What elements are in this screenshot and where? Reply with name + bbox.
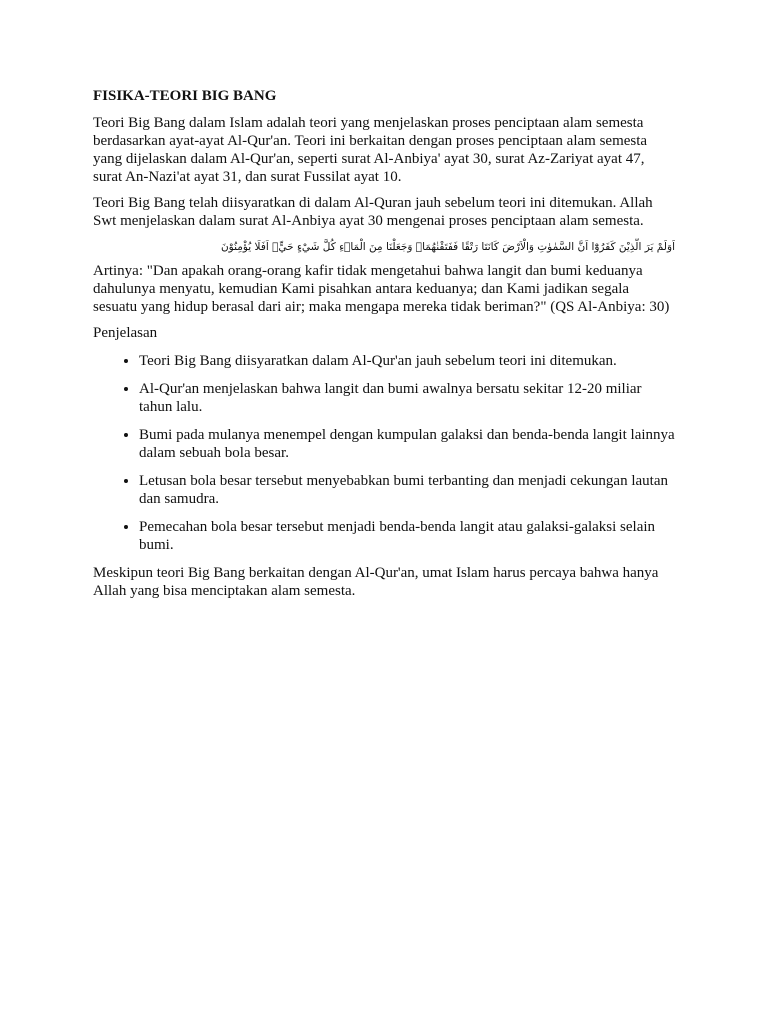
list-item: • Letusan bola besar tersebut menyebabkan bumi terbanting dan menjadi cekungan lautan dan samudra. [139, 472, 675, 508]
closing-paragraph: Meskipun teori Big Bang berkaitan dengan Al-Qur'an, umat Islam harus percaya bahwa hanya Allah yang bisa menciptakan alam semesta. [93, 565, 659, 599]
list-item: • Bumi pada mulanya menempel dengan kumpulan galaksi dan benda-benda langit lainnya dalam sebuah bola besar. [139, 426, 675, 462]
translation-paragraph: Artinya: "Dan apakah orang-orang kafir tidak mengetahui bahwa langit dan bumi keduanya dahulunya menyatu, kemudian Kami pisahkan antara keduanya; dan Kami jadikan segala sesuatu yang hidup berasal dari air; maka mengapa mereka tidak beriman?" (QS Al-Anbiya: 30) [93, 263, 670, 315]
explanation-list [93, 352, 675, 554]
list-item: • Pemecahan bola besar tersebut menjadi benda-benda langit atau galaksi-galaksi selain bumi. [139, 518, 675, 554]
explanation-heading: Penjelasan [93, 325, 158, 341]
quran-reference-paragraph: Teori Big Bang telah diisyaratkan di dalam Al-Quran jauh sebelum teori ini ditemukan. Allah Swt menjelaskan dalam surat Al-Anbiya ayat 30 mengenai proses penciptaan alam semesta. [93, 195, 653, 229]
document-title: FISIKA-TEORI BIG BANG [93, 88, 277, 104]
arabic-verse: اَوَلَمْ يَرَ الَّذِيْنَ كَفَرُوْٓا اَنَّ السَّمٰوٰتِ وَالْاَرْضَ كَانَتَا رَتْقًا فَفَتَقْنٰهُمَاۗ وَجَعَلْنَا مِنَ الْمَاۤءِ كُلَّ شَيْءٍ حَيٍّۗ اَفَلَا يُؤْمِنُوْنَ [220, 241, 675, 253]
list-item: • Al-Qur'an menjelaskan bahwa langit dan bumi awalnya bersatu sekitar 12-20 miliar tahun lalu. [139, 380, 675, 416]
document-page [93, 86, 675, 608]
list-item: • Teori Big Bang diisyaratkan dalam Al-Qur'an jauh sebelum teori ini ditemukan. [139, 352, 675, 370]
intro-paragraph: Teori Big Bang dalam Islam adalah teori yang menjelaskan proses penciptaan alam semesta berdasarkan ayat-ayat Al-Qur'an. Teori ini berkaitan dengan proses penciptaan alam semesta yang dijelaskan dalam Al-Qur'an, seperti surat Al-Anbiya' ayat 30, surat Az-Zariyat ayat 47, surat An-Nazi'at ayat 31, dan surat Fussilat ayat 10. [93, 115, 648, 185]
